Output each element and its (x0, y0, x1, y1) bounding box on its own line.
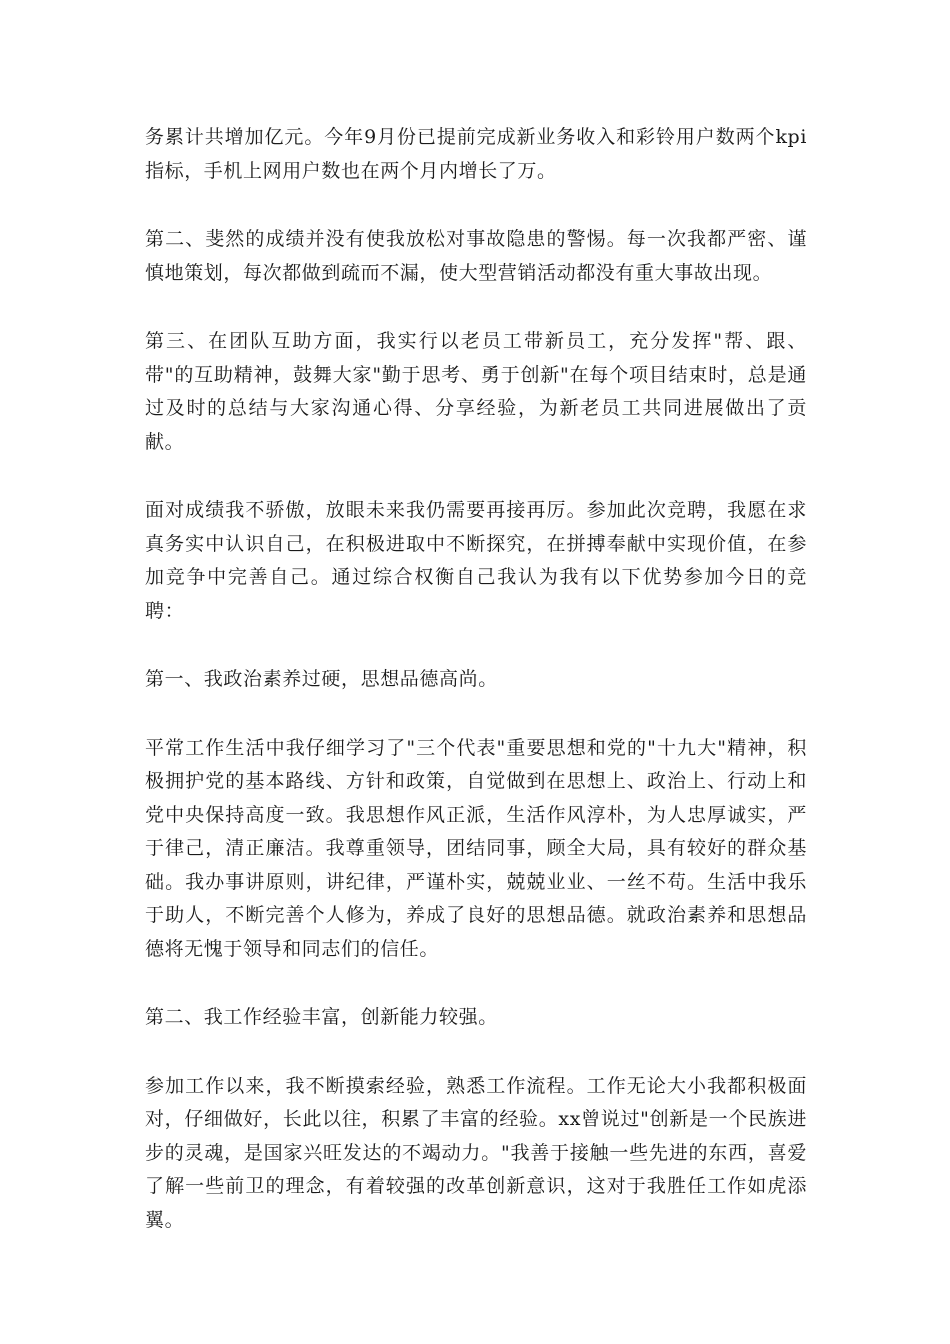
paragraph-political-quality: 平常工作生活中我仔细学习了"三个代表"重要思想和党的"十九大"精神，积极拥护党的基本路线、方针和政策，自觉做到在思想上、政治上、行动上和党中央保持高度一致。我思想作风正派，生活作风淳朴，为人忠厚诚实，严于律己，清正廉洁。我尊重领导，团结同事，顾全大局，具有较好的群众基础。我办事讲原则，讲纪律，严谨朴实，兢兢业业、一丝不苟。生活中我乐于助人，不断完善个人修为，养成了良好的思想品德。就政治素养和思想品德将无愧于领导和同志们的信任。 (145, 736, 807, 960)
paragraph-competition-intro: 面对成绩我不骄傲，放眼未来我仍需要再接再厉。参加此次竞聘，我愿在求真务实中认识自己，在积极进取中不断探究，在拼搏奉献中实现价值，在参加竞争中完善自己。通过综合权衡自己我认为我有以下优势参加今日的竞聘： (145, 499, 807, 622)
heading-work-experience: 第二、我工作经验丰富，创新能力较强。 (145, 1006, 498, 1028)
heading-political-quality: 第一、我政治素养过硬，思想品德高尚。 (145, 668, 498, 690)
paragraph-safety-vigilance: 第二、斐然的成绩并没有使我放松对事故隐患的警惕。每一次我都严密、谨慎地策划，每次都做到疏而不漏，使大型营销活动都没有重大事故出现。 (145, 228, 807, 284)
paragraph-business-growth: 务累计共增加亿元。今年9月份已提前完成新业务收入和彩铃用户数两个kpi指标，手机上网用户数也在两个月内增长了万。 (145, 126, 807, 182)
paragraph-work-experience: 参加工作以来，我不断摸索经验，熟悉工作流程。工作无论大小我都积极面对，仔细做好，长此以往，积累了丰富的经验。xx曾说过"创新是一个民族进步的灵魂，是国家兴旺发达的不竭动力。"我善于接触一些先进的东西，喜爱了解一些前卫的理念，有着较强的改革创新意识，这对于我胜任工作如虎添翼。 (145, 1074, 807, 1231)
document-page (145, 121, 807, 1272)
paragraph-team-mutual-aid: 第三、在团队互助方面，我实行以老员工带新员工，充分发挥"帮、跟、带"的互助精神，鼓舞大家"勤于思考、勇于创新"在每个项目结束时，总是通过及时的总结与大家沟通心得、分享经验，为新老员工共同进展做出了贡献。 (145, 330, 807, 453)
